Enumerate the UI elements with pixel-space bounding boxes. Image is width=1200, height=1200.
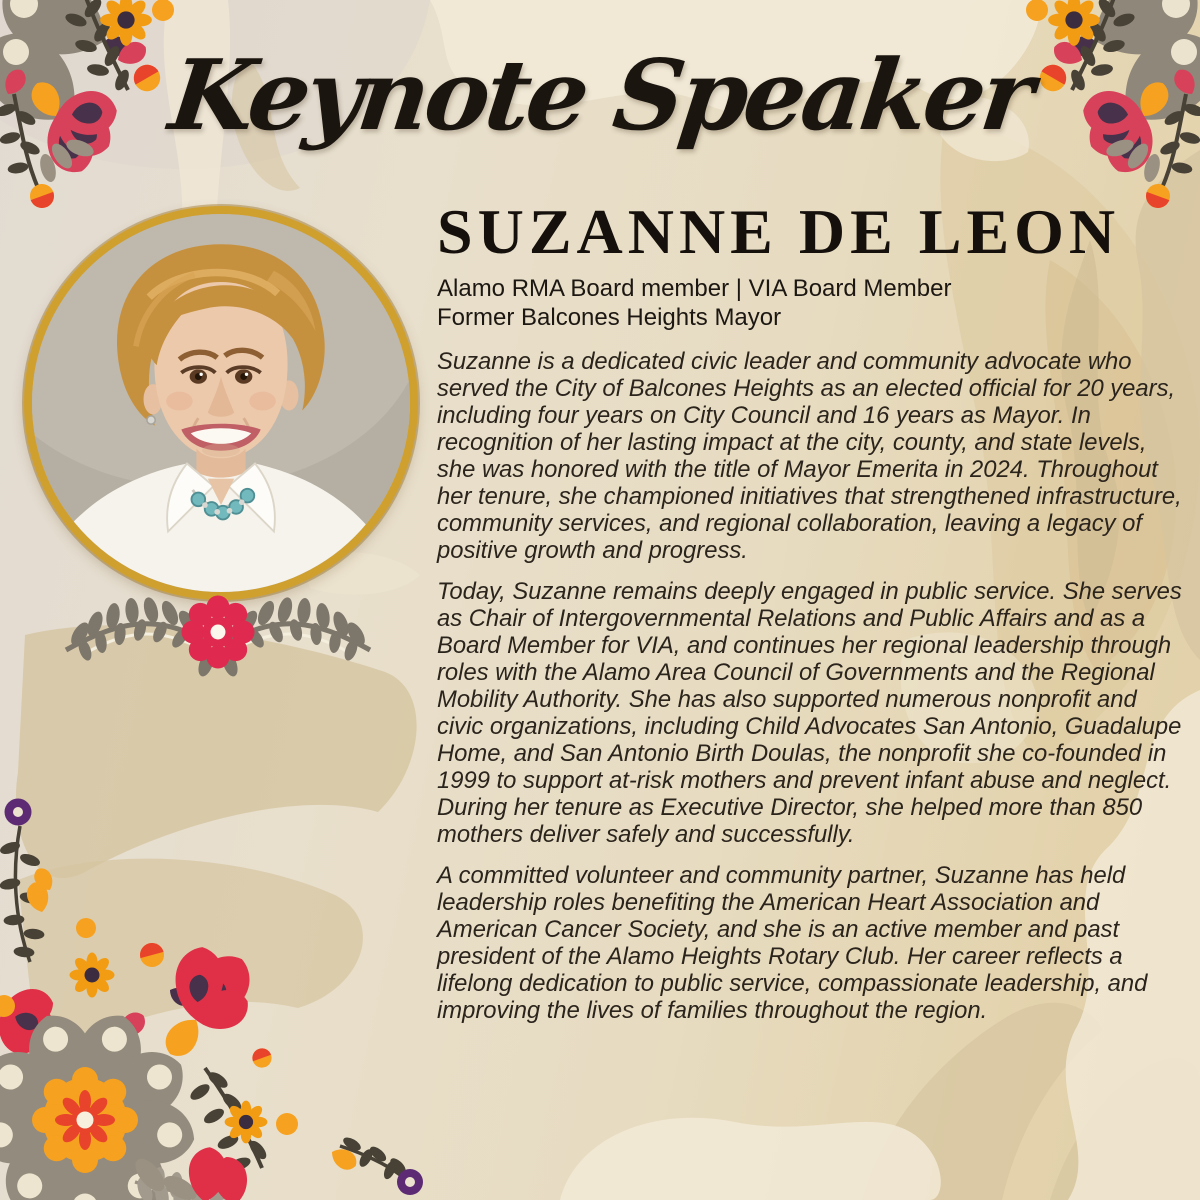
bio-paragraph-2: Today, Suzanne remains deeply engaged in public service. She serves as Chair of Intergovernmental Relations and Public Affairs and as a Board Member for VIA, and continues her regional leadership through roles with the Alamo Area Council of Governments and the Regional Mobility Authority. She has also supported numerous nonprofit and civic organizations, including Child Advocates San Antonio, Guadalupe Home, and San Antonio Birth Doulas, the nonprofit she co-founded in 1999 to support at-risk mothers and prevent infant abuse and neglect. During her tenure as Executive Director, she helped more than 850 mothers deliver safely and successfully. <box>437 578 1182 848</box>
page-title: Keynote Speaker <box>163 38 1037 152</box>
floral-flourish-divider-icon <box>38 586 398 696</box>
speaker-photo <box>24 206 418 600</box>
bio-paragraph-3: A committed volunteer and community partner, Suzanne has held leadership roles benefiting the American Heart Association and American Cancer Society, and she is an active member and past president of the Alamo Heights Rotary Club. Her career reflects a lifelong dedication to public service, compassionate leadership, and improving the lives of families throughout the region. <box>437 862 1148 1024</box>
speaker-roles-line1: Alamo RMA Board member | VIA Board Member <box>437 275 952 302</box>
speaker-roles-line2: Former Balcones Heights Mayor <box>437 304 782 331</box>
speaker-info-column <box>437 196 1185 1038</box>
speaker-bio <box>437 348 1185 1024</box>
speaker-name: SUZANNE DE LEON <box>437 196 1121 267</box>
floral-cluster-bottom-left-icon <box>0 750 445 1200</box>
bio-paragraph-1: Suzanne is a dedicated civic leader and community advocate who served the City of Balcones Heights as an elected official for 20 years, including four years on City Council and 16 years as Mayor. In recognition of her lasting impact at the city, county, and state levels, she was honored with the title of Mayor Emerita in 2024. Throughout her tenure, she championed initiatives that strengthened infrastructure, community services, and regional collaboration, leaving a legacy of positive growth and progress. <box>437 348 1182 564</box>
speaker-roles <box>437 274 1185 332</box>
speaker-portrait-illustration <box>32 214 410 592</box>
